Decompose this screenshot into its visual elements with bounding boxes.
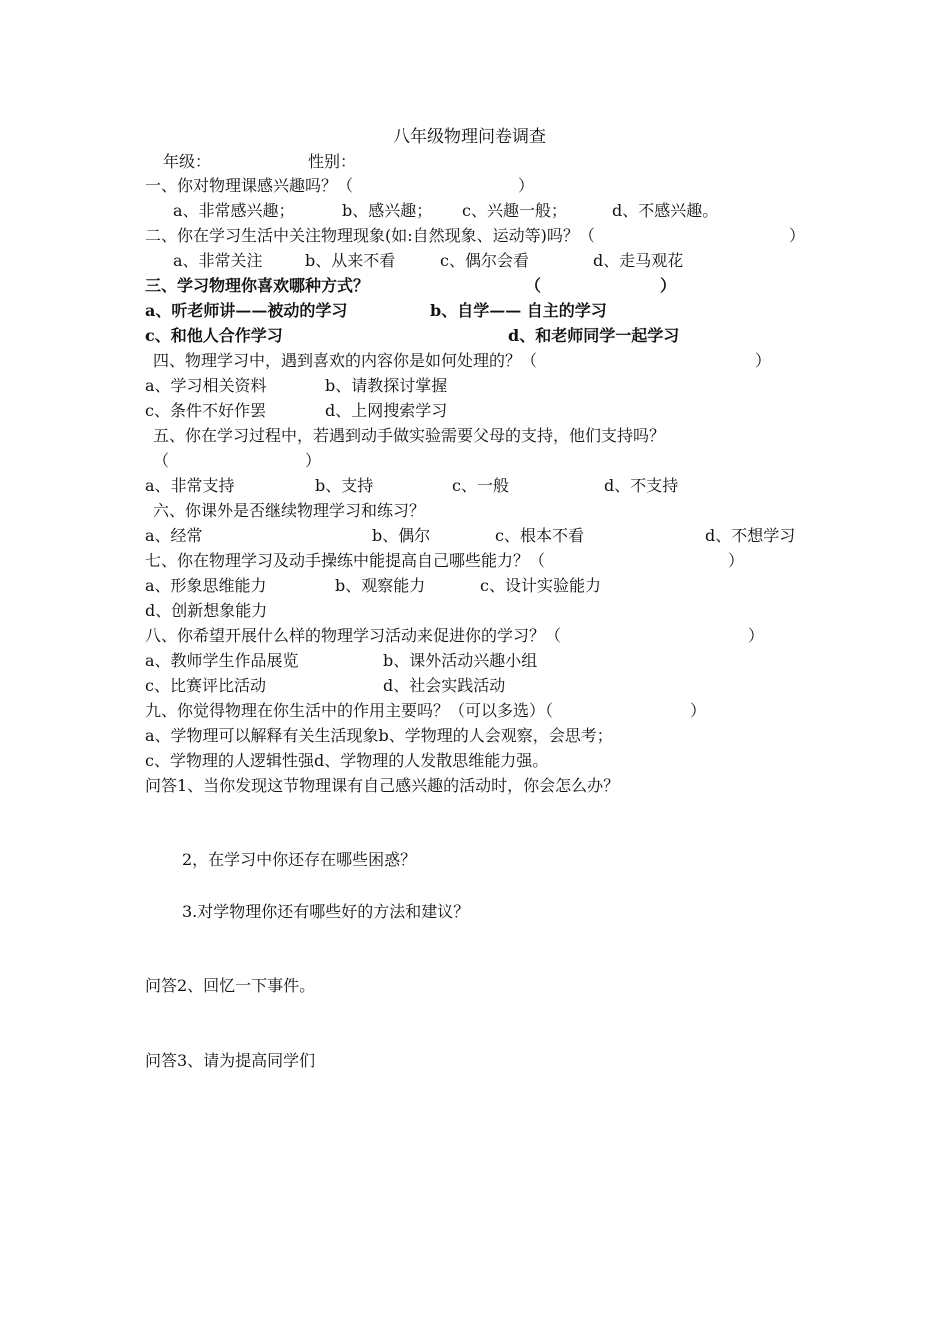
q3-option-d: d、和老师同学一起学习 (508, 326, 680, 345)
q9-options-ab: a、学物理可以解释有关生活现象b、学物理的人会观察，会思考； (145, 726, 613, 745)
qa1-question: 问答1、当你发现这节物理课有自己感兴趣的活动时，你会怎么办？ (145, 776, 620, 795)
q1-close: ） (518, 176, 535, 195)
q9-question: 九、你觉得物理在你生活中的作用主要吗？（可以多选）（ (145, 701, 554, 720)
q8-option-a: a、教师学生作品展览 (145, 651, 299, 670)
q3-close: ） (660, 276, 677, 295)
gender-label: 性别： (308, 152, 357, 171)
q1-option-c: c、兴趣一般； (462, 201, 567, 220)
q5-open: （ (153, 451, 170, 470)
q1-option-b: b、感兴趣； (342, 201, 433, 220)
qa3-question: 问答3、请为提高同学们 (145, 1051, 316, 1070)
q8-option-d: d、社会实践活动 (383, 676, 506, 695)
q3-option-a: a、听老师讲——被动的学习 (145, 301, 348, 320)
q2-close: ） (789, 226, 806, 245)
q1-option-d: d、不感兴趣。 (612, 201, 719, 220)
q2-question: 二、你在学习生活中关注物理现象(如:自然现象、运动等)吗？（ (145, 226, 595, 245)
page-title: 八年级物理问卷调查 (393, 127, 546, 147)
q6-question: 六、你课外是否继续物理学习和练习？ (153, 501, 426, 520)
grade-label: 年级： (163, 152, 212, 171)
q1-question: 一、你对物理课感兴趣吗？（ (145, 176, 354, 195)
q5-option-c: c、一般 (452, 476, 509, 495)
qa1-sub-question-3: 3.对学物理你还有哪些好的方法和建议？ (182, 902, 470, 921)
q4-option-d: d、上网搜索学习 (325, 401, 448, 420)
qa1-sub-question-2: 2，在学习中你还存在哪些困惑？ (182, 850, 417, 869)
q3-option-b: b、自学—— 自主的学习 (430, 301, 607, 320)
q2-option-b: b、从来不看 (305, 251, 396, 270)
q6-option-a: a、经常 (145, 526, 203, 545)
q2-option-a: a、非常关注 (173, 251, 263, 270)
q7-close: ） (728, 551, 745, 570)
q5-option-a: a、非常支持 (145, 476, 235, 495)
q3-open: （ (525, 276, 542, 295)
q5-close: ） (305, 451, 322, 470)
q6-option-b: b、偶尔 (372, 526, 431, 545)
q9-options-cd: c、学物理的人逻辑性强d、学物理的人发散思维能力强。 (145, 751, 549, 770)
q1-option-a: a、非常感兴趣； (173, 201, 295, 220)
q5-question: 五、你在学习过程中，若遇到动手做实验需要父母的支持，他们支持吗？ (153, 426, 666, 445)
q2-option-d: d、走马观花 (593, 251, 684, 270)
q4-close: ） (755, 351, 772, 370)
q4-option-c: c、条件不好作罢 (145, 401, 266, 420)
q7-option-c: c、设计实验能力 (480, 576, 601, 595)
qa2-question: 问答2、回忆一下事件。 (145, 976, 316, 995)
q6-option-c: c、根本不看 (495, 526, 584, 545)
q5-option-d: d、不支持 (604, 476, 679, 495)
q7-question: 七、你在物理学习及动手操练中能提高自己哪些能力？（ (145, 551, 546, 570)
q2-option-c: c、偶尔会看 (440, 251, 529, 270)
q3-option-c: c、和他人合作学习 (145, 326, 283, 345)
q9-close: ） (690, 701, 707, 720)
q7-option-d: d、创新想象能力 (145, 601, 268, 620)
q4-option-a: a、学习相关资料 (145, 376, 267, 395)
q8-option-c: c、比赛评比活动 (145, 676, 266, 695)
q7-option-a: a、形象思维能力 (145, 576, 267, 595)
q8-close: ） (748, 626, 765, 645)
q8-question: 八、你希望开展什么样的物理学习活动来促进你的学习？（ (145, 626, 562, 645)
q4-question: 四、物理学习中，遇到喜欢的内容你是如何处理的？（ (153, 351, 538, 370)
q4-option-b: b、请教探讨掌握 (325, 376, 448, 395)
q3-question: 三、学习物理你喜欢哪种方式？ (145, 276, 370, 295)
q6-option-d: d、不想学习 (705, 526, 796, 545)
q5-option-b: b、支持 (315, 476, 374, 495)
q8-option-b: b、课外活动兴趣小组 (383, 651, 538, 670)
q7-option-b: b、观察能力 (335, 576, 426, 595)
